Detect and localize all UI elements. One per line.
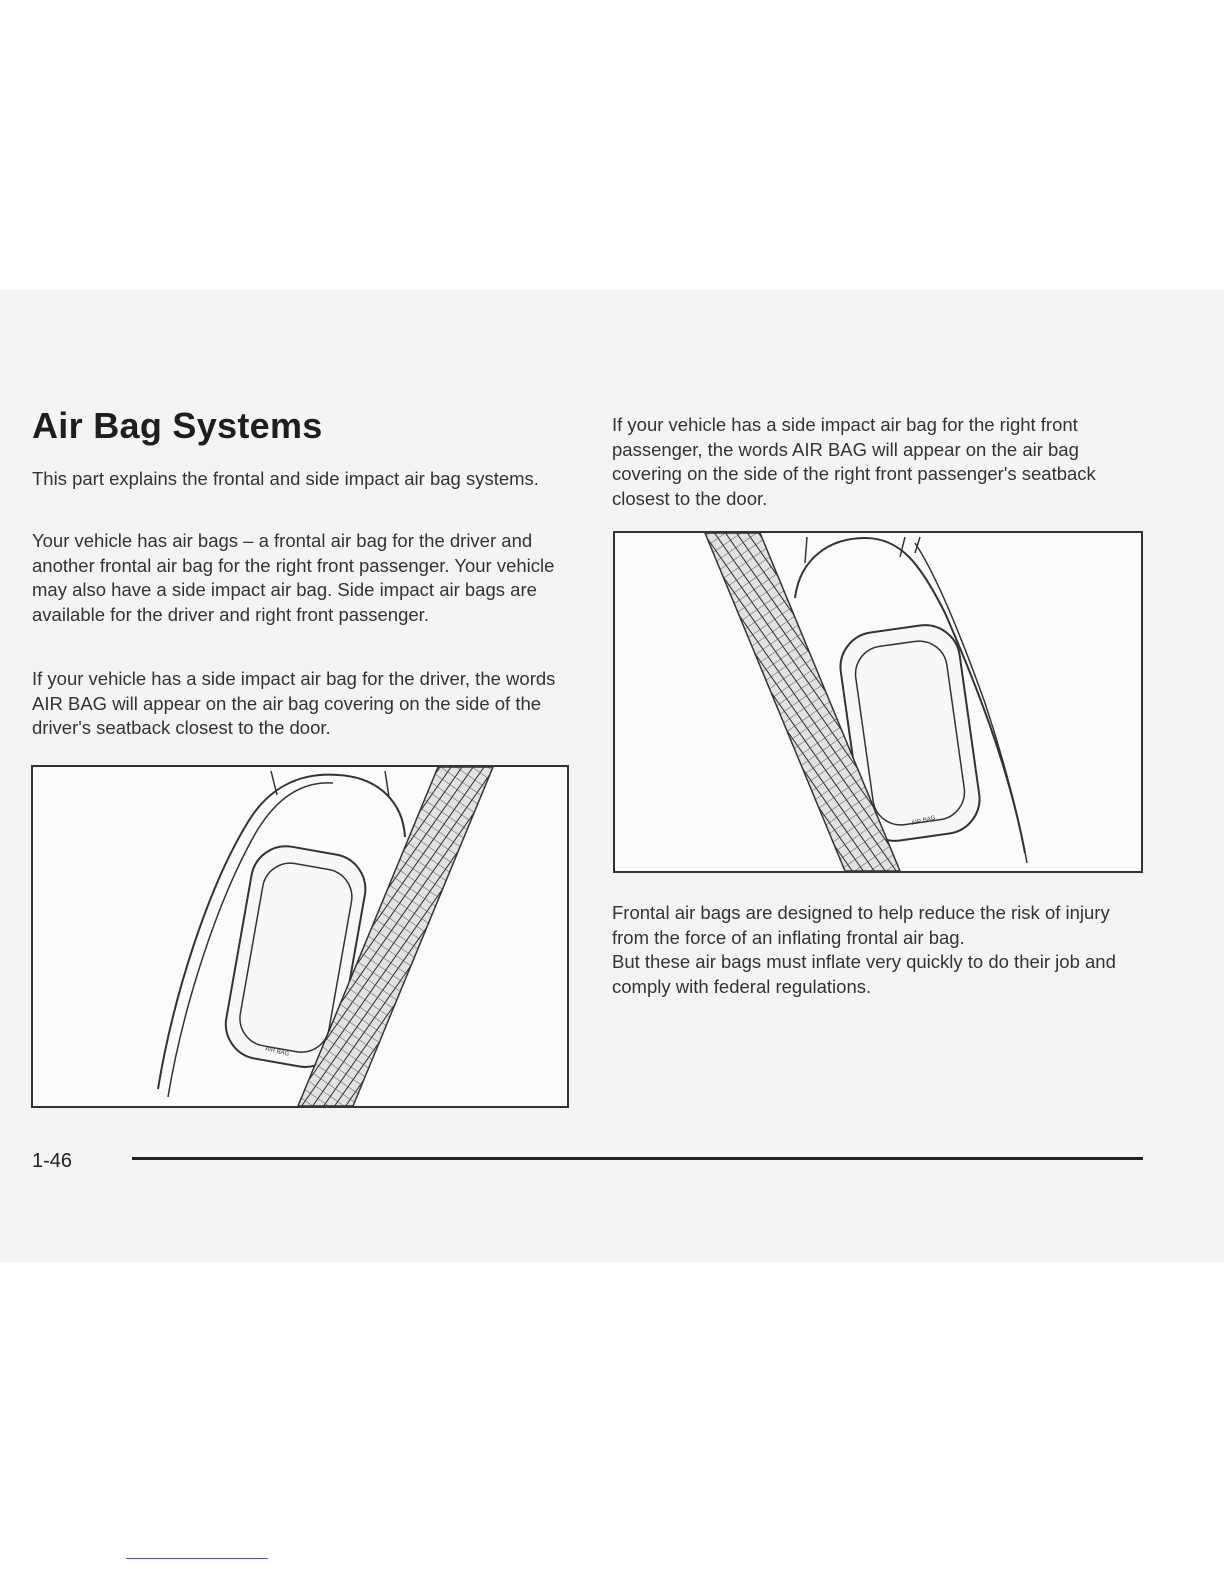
passenger-airbag-label: AIR BAG — [911, 815, 937, 827]
frontal-airbags-line-1: Frontal air bags are designed to help reduce the risk of injury from the force of an inflating frontal air bag. — [612, 902, 1110, 948]
driver-seatback-airbag-illustration — [31, 765, 569, 1108]
passenger-seatback-drawing — [615, 533, 1141, 871]
section-title: Air Bag Systems — [32, 405, 323, 446]
bottom-divider — [126, 1558, 268, 1559]
frontal-airbags-line-2: But these air bags must inflate very quickly to do their job and comply with federal regulations. — [612, 951, 1116, 997]
passenger-side-airbag-paragraph: If your vehicle has a side impact air bag for the right front passenger, the words AIR BAG will appear on the air bag covering on the side of the right front passenger's seatback closest to the door. — [612, 414, 1096, 509]
page-number: 1-46 — [32, 1150, 73, 1172]
driver-seatback-drawing — [33, 767, 567, 1106]
passenger-seatback-airbag-illustration — [613, 531, 1143, 873]
frontal-airbags-paragraph — [612, 901, 1142, 999]
driver-airbag-label: AIR BAG — [264, 1046, 290, 1058]
footer-rule — [132, 1157, 1143, 1160]
intro-paragraph: This part explains the frontal and side impact air bag systems. — [32, 468, 539, 489]
vehicle-airbags-paragraph: Your vehicle has air bags – a frontal air bag for the driver and another frontal air bag for the right front passenger. Your vehicle may also have a side impact air bag. Side impact air bags are available for the driver and right front passenger. — [32, 530, 555, 625]
driver-side-airbag-paragraph: If your vehicle has a side impact air bag for the driver, the words AIR BAG will appear on the air bag covering on the side of the driver's seatback closest to the door. — [32, 668, 556, 738]
